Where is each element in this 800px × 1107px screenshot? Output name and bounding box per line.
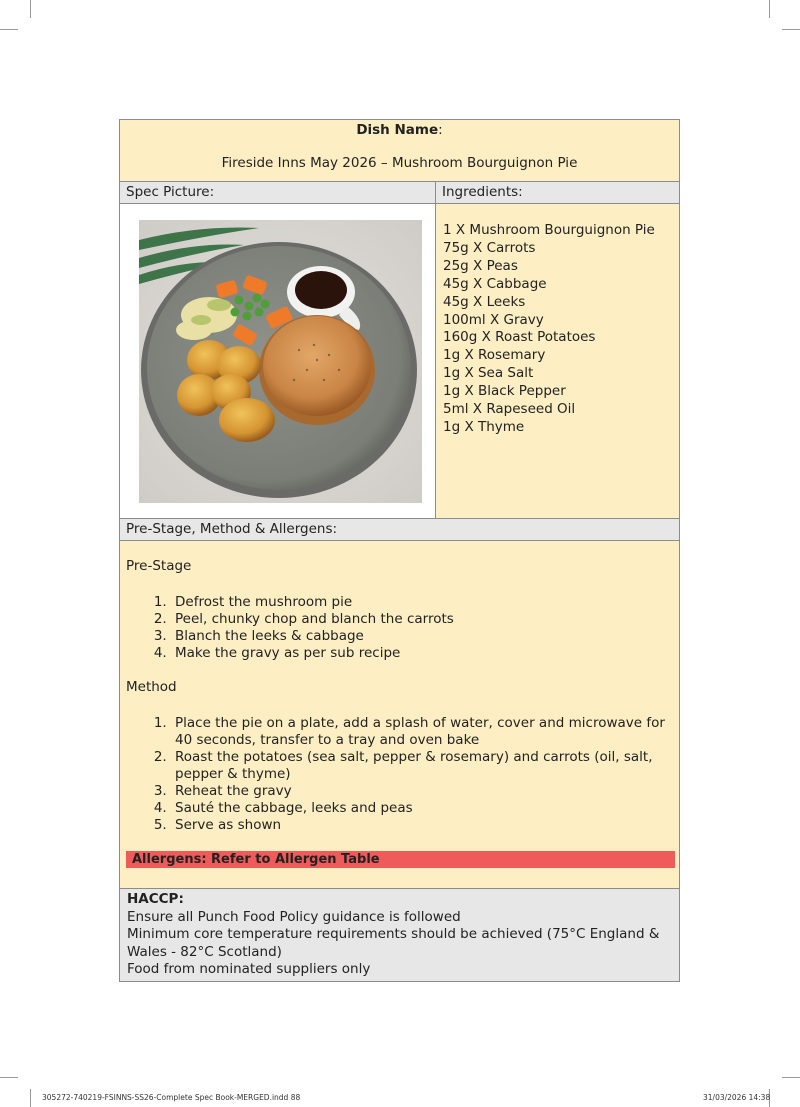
ingredient-item: 45g X Leeks xyxy=(443,293,526,310)
crop-mark xyxy=(0,1077,18,1078)
dish-name-label: Dish Name xyxy=(356,122,439,138)
method-step: 5. Serve as shown xyxy=(171,817,673,834)
picture-ingredients-row xyxy=(120,204,679,519)
footer-date: 31/03/2026 14:38 xyxy=(703,1093,771,1102)
spec-picture-header: Spec Picture: xyxy=(120,182,436,203)
ingredients-header: Ingredients: xyxy=(442,184,523,200)
dish-photo xyxy=(139,220,422,503)
ingredient-list xyxy=(443,222,672,437)
ingredient-item: 45g X Cabbage xyxy=(443,275,547,292)
prestage-step: 2. Peel, chunky chop and blanch the carrots xyxy=(171,611,673,628)
spec-sheet xyxy=(119,119,680,982)
ingredients-cell xyxy=(436,204,679,518)
method-step: 3. Reheat the gravy xyxy=(171,783,673,800)
ingredient-item: 1g X Sea Salt xyxy=(443,365,534,382)
picture-ingredients-header xyxy=(120,182,679,204)
method-section xyxy=(120,541,679,889)
haccp-section xyxy=(120,889,679,981)
haccp-line: Minimum core temperature requirements should be achieved (75°C England & Wales - 82°C Scotland) xyxy=(127,926,660,960)
haccp-line: Food from nominated suppliers only xyxy=(127,961,371,978)
crop-mark xyxy=(0,29,18,30)
method-header: Pre-Stage, Method & Allergens: xyxy=(120,519,679,541)
crop-mark xyxy=(782,29,800,30)
method-step: 2. Roast the potatoes (sea salt, pepper & rosemary) and carrots (oil, salt, pepper & thyme) xyxy=(171,749,673,783)
haccp-title: HACCP: xyxy=(127,891,184,907)
method-list xyxy=(126,715,673,834)
method-title: Method xyxy=(126,679,177,695)
ingredient-item: 25g X Peas xyxy=(443,257,518,274)
method-step: 1. Place the pie on a plate, add a splash of water, cover and microwave for 40 seconds, transfer to a tray and oven bake xyxy=(171,715,673,749)
ingredient-item: 100ml X Gravy xyxy=(443,311,544,328)
footer-filename: 305272-740219-FSINNS-SS26-Complete Spec Book-MERGED.indd 88 xyxy=(42,1093,301,1102)
prestage-step: 4. Make the gravy as per sub recipe xyxy=(171,645,673,662)
crop-mark xyxy=(30,1089,31,1107)
prestage-list xyxy=(126,594,673,662)
allergen-banner: Allergens: Refer to Allergen Table xyxy=(126,851,675,868)
spec-picture-cell xyxy=(120,204,436,518)
dish-name-section xyxy=(120,120,679,182)
ingredient-item: 1g X Rosemary xyxy=(443,347,546,364)
dish-name: Fireside Inns May 2026 – Mushroom Bourguignon Pie xyxy=(221,155,578,171)
ingredient-item: 5ml X Rapeseed Oil xyxy=(443,401,576,418)
prestage-title: Pre-Stage xyxy=(126,558,192,574)
haccp-line: Ensure all Punch Food Policy guidance is followed xyxy=(127,908,461,925)
prestage-step: 3. Blanch the leeks & cabbage xyxy=(171,628,673,645)
ingredient-item: 75g X Carrots xyxy=(443,239,536,256)
crop-mark xyxy=(782,1077,800,1078)
crop-mark xyxy=(769,0,770,18)
ingredient-item: 1g X Thyme xyxy=(443,418,525,435)
method-step: 4. Sauté the cabbage, leeks and peas xyxy=(171,800,673,817)
ingredient-item: 1g X Black Pepper xyxy=(443,383,566,400)
dish-name-colon: : xyxy=(438,122,443,138)
ingredient-item: 160g X Roast Potatoes xyxy=(443,329,596,346)
crop-mark xyxy=(30,0,31,18)
prestage-step: 1. Defrost the mushroom pie xyxy=(171,594,673,611)
ingredient-item: 1 X Mushroom Bourguignon Pie xyxy=(443,222,655,238)
